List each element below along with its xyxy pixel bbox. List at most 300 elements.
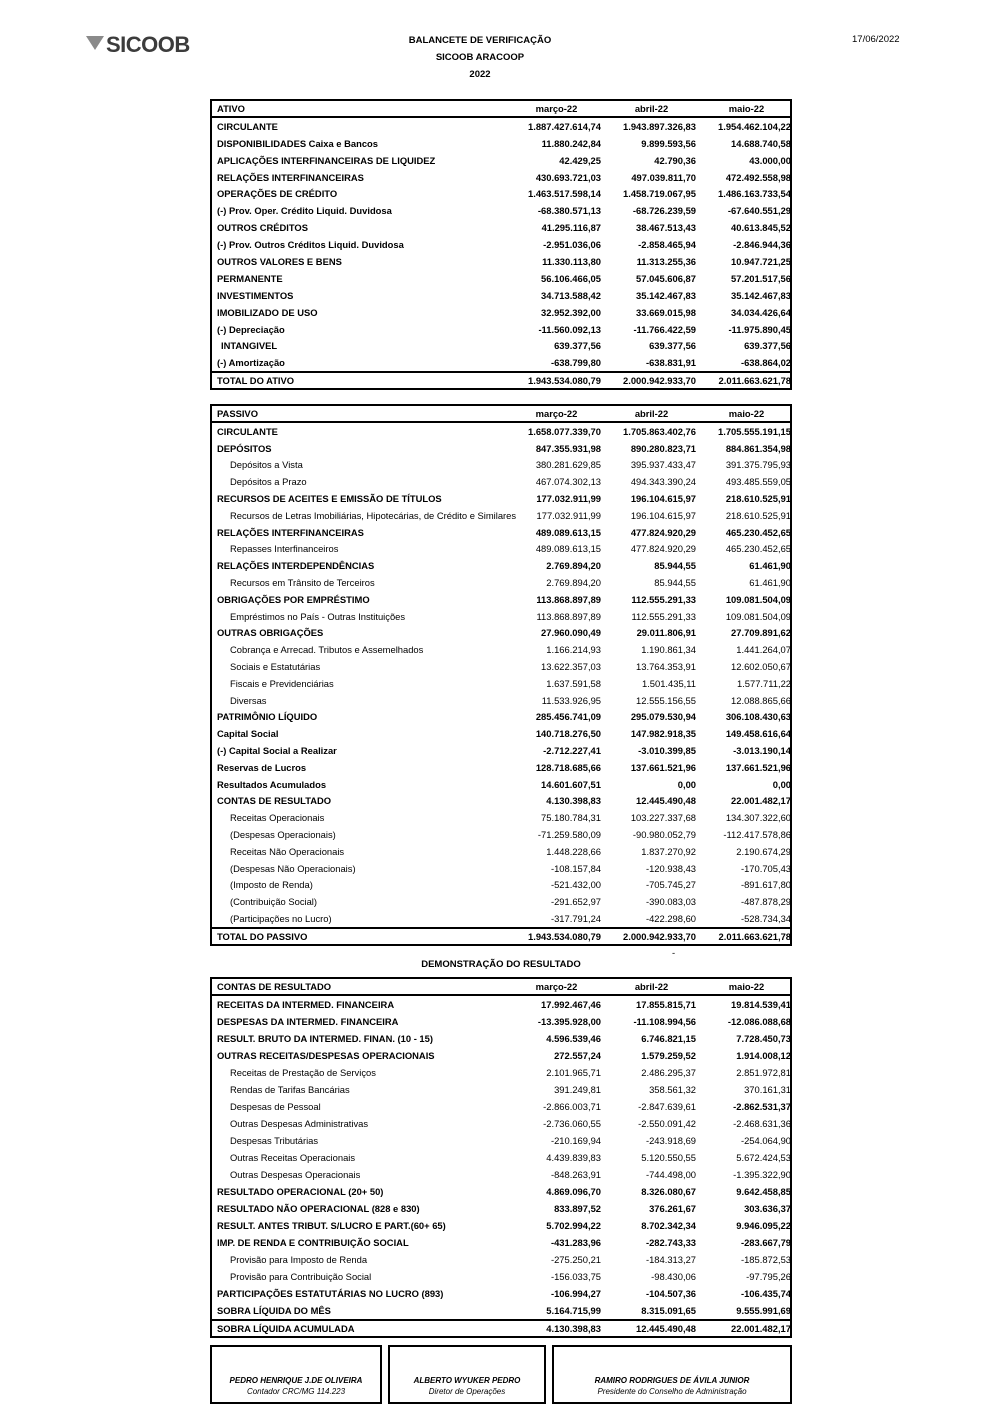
cell-value: 2.000.942.933,70 <box>623 930 696 942</box>
cell-value: 35.142.467,83 <box>636 289 696 301</box>
cell-value: 489.089.613,15 <box>535 543 601 555</box>
cell-value: 147.982.918,35 <box>630 728 696 740</box>
cell-value: 43.000,00 <box>749 154 791 166</box>
cell-value: 149.458.616,64 <box>725 728 791 740</box>
column-header-maio: maio-22 <box>728 102 765 114</box>
row-label: (-) Capital Social a Realizar <box>217 744 337 756</box>
cell-value: -170.705,43 <box>740 862 791 874</box>
table-row <box>212 893 790 910</box>
cell-value: 890.280.823,71 <box>630 442 696 454</box>
table-row <box>212 1013 790 1030</box>
cell-value: 1.705.555.191,15 <box>718 425 791 437</box>
signature-role: Diretor de Operações <box>428 1386 506 1396</box>
row-label: OUTROS CRÉDITOS <box>217 222 308 234</box>
passivo-total-row <box>212 927 790 944</box>
cell-value: -68.380.571,13 <box>537 205 601 217</box>
table-row <box>212 910 790 927</box>
cell-value: -2.468.631,36 <box>733 1117 791 1129</box>
cell-value: -275.250,21 <box>550 1253 601 1265</box>
row-label: IMP. DE RENDA E CONTRIBUIÇÃO SOCIAL <box>217 1236 409 1248</box>
table-row <box>212 473 790 490</box>
dre-header-label: CONTAS DE RESULTADO <box>217 980 332 992</box>
report-content <box>210 99 792 1404</box>
cell-value: 1.943.534.080,79 <box>528 375 601 387</box>
row-label: Depósitos a Vista <box>230 459 303 471</box>
row-label: RESULTADO NÃO OPERACIONAL (828 e 830) <box>217 1202 420 1214</box>
cell-value: 34.034.426,64 <box>731 306 791 318</box>
cell-value: -112.417.578,86 <box>723 828 791 840</box>
cell-value: 61.461,90 <box>749 577 791 588</box>
row-label: PATRIMÔNIO LÍQUIDO <box>217 711 318 723</box>
cell-value: 196.104.615,97 <box>630 493 696 505</box>
table-row <box>212 725 790 742</box>
cell-value: 12.088.865,66 <box>731 694 791 706</box>
cell-value: 113.868.897,89 <box>536 610 601 622</box>
cell-value: -317.791,24 <box>550 912 601 924</box>
row-label: Outras Receitas Operacionais <box>230 1151 356 1163</box>
row-label: RELAÇÕES INTERFINANCEIRAS <box>217 526 364 538</box>
table-row <box>212 118 790 135</box>
dre-table-body <box>212 996 790 1319</box>
signature-name: RAMIRO RODRIGUES DE ÁVILA JUNIOR <box>594 1375 750 1385</box>
row-label: SOBRA LÍQUIDA ACUMULADA <box>217 1322 355 1334</box>
row-label: Resultados Acumulados <box>217 778 327 790</box>
row-label: PARTICIPAÇÕES ESTATUTÁRIAS NO LUCRO (893) <box>217 1287 444 1299</box>
cell-value: 1.190.861,34 <box>641 644 696 656</box>
cell-value: 9.555.991,69 <box>736 1304 791 1316</box>
table-row <box>212 287 790 304</box>
signature-name: ALBERTO WYUKER PEDRO <box>413 1375 521 1385</box>
row-label: OBRIGAÇÕES POR EMPRÉSTIMO <box>217 593 370 605</box>
cell-value: 272.557,24 <box>554 1049 601 1061</box>
table-row <box>212 742 790 759</box>
passivo-header-label: PASSIVO <box>217 408 258 420</box>
cell-value: 2.486.295,37 <box>641 1066 696 1078</box>
cell-value: 177.032.911,99 <box>536 493 601 505</box>
dre-total-row <box>212 1319 790 1336</box>
table-row <box>212 354 790 371</box>
column-header-abril: abril-22 <box>634 102 669 114</box>
cell-value: 61.461,90 <box>749 560 791 572</box>
cell-value: 12.555.156,55 <box>636 694 696 706</box>
cell-value: 11.313.255,36 <box>636 255 696 267</box>
cell-value: 2.769.894,20 <box>546 577 601 588</box>
cell-value: 833.897,52 <box>554 1202 601 1214</box>
row-label: (Contribuição Social) <box>230 896 318 908</box>
cell-value: 7.728.450,73 <box>736 1032 791 1044</box>
cell-value: -1.395.322,90 <box>733 1168 791 1180</box>
dre-table <box>210 977 792 1338</box>
cell-value: -104.507,36 <box>645 1287 696 1299</box>
cell-value: 42.790,36 <box>654 154 696 166</box>
cell-value: 1.914.008,12 <box>736 1049 791 1061</box>
cell-value: -2.712.227,41 <box>543 744 601 756</box>
cell-value: 884.861.354,98 <box>725 442 791 454</box>
cell-value: 380.281.629,85 <box>535 459 601 471</box>
cell-value: -422.298,60 <box>645 912 696 924</box>
cell-value: 472.492.558,98 <box>725 171 791 183</box>
ativo-table <box>210 99 792 390</box>
cell-value: 2.851.972,81 <box>736 1066 791 1078</box>
cell-value: 847.355.931,98 <box>535 442 601 454</box>
table-row <box>212 625 790 642</box>
row-label: INTANGIVEL <box>221 340 278 352</box>
cell-value: 4.130.398,83 <box>546 1322 601 1334</box>
table-row <box>212 1268 790 1285</box>
row-label: Receitas Operacionais <box>230 812 325 824</box>
row-label: OUTROS VALORES E BENS <box>217 255 342 267</box>
table-row <box>212 1149 790 1166</box>
cell-value: 1.637.591,58 <box>546 677 601 689</box>
cell-value: 4.869.096,70 <box>546 1185 601 1197</box>
sicoob-logo-text: SICOOB <box>106 32 190 57</box>
cell-value: 14.688.740,58 <box>731 137 791 149</box>
table-row <box>212 202 790 219</box>
cell-value: 489.089.613,15 <box>535 526 601 538</box>
row-label: (Participações no Lucro) <box>230 912 332 924</box>
cell-value: -891.617,80 <box>740 879 791 891</box>
row-label: Capital Social <box>217 728 279 740</box>
row-label: Receitas de Prestação de Serviços <box>230 1066 376 1078</box>
cell-value: -13.395.928,00 <box>537 1015 601 1027</box>
cell-value: 5.120.550,55 <box>641 1151 696 1163</box>
row-label: RECURSOS DE ACEITES E EMISSÃO DE TÍTULOS <box>217 493 442 505</box>
cell-value: 177.032.911,99 <box>536 509 601 521</box>
cell-value: 2.011.663.621,78 <box>718 375 791 387</box>
row-label: Receitas Não Operacionais <box>230 845 345 857</box>
row-label: DESPESAS DA INTERMED. FINANCEIRA <box>217 1015 399 1027</box>
cell-value: 467.074.302,13 <box>535 476 601 488</box>
row-label: Provisão para Contribuição Social <box>230 1270 372 1282</box>
table-row <box>212 1183 790 1200</box>
passivo-table <box>210 404 792 946</box>
table-row <box>212 1285 790 1302</box>
cell-value: 137.661.521,96 <box>630 761 696 773</box>
table-row <box>212 152 790 169</box>
cell-value: -71.259.580,09 <box>537 828 601 840</box>
table-row <box>212 792 790 809</box>
cell-value: 109.081.504,09 <box>725 610 791 622</box>
passivo-table-body <box>212 423 790 927</box>
row-label: Provisão para Imposto de Renda <box>230 1253 368 1265</box>
cell-value: 5.672.424,53 <box>736 1151 791 1163</box>
cell-value: 8.326.080,67 <box>641 1185 696 1197</box>
cell-value: 430.693.721,03 <box>535 171 601 183</box>
cell-value: 477.824.920,29 <box>630 543 696 555</box>
cell-value: 4.130.398,83 <box>546 795 601 807</box>
table-row <box>212 641 790 658</box>
table-row <box>212 658 790 675</box>
cell-value: -2.862.531,37 <box>733 1100 791 1112</box>
cell-value: -97.795,26 <box>746 1270 791 1282</box>
cell-value: -431.283,96 <box>550 1236 601 1248</box>
cell-value: 1.705.863.402,76 <box>623 425 696 437</box>
cell-value: 497.039.811,70 <box>631 171 696 183</box>
row-label: TOTAL DO ATIVO <box>217 375 295 387</box>
row-label: RECEITAS DA INTERMED. FINANCEIRA <box>217 998 395 1010</box>
table-row <box>212 253 790 270</box>
cell-value: 11.533.926,95 <box>541 694 601 706</box>
signature-box-contador <box>210 1345 382 1404</box>
row-label: CONTAS DE RESULTADO <box>217 795 332 807</box>
column-header-marco: março-22 <box>535 408 578 420</box>
row-label: Diversas <box>230 694 267 706</box>
table-row <box>212 557 790 574</box>
cell-value: 465.230.452,65 <box>725 526 791 538</box>
cell-value: 391.249,81 <box>554 1083 601 1095</box>
report-subtitle: SICOOB ARACOOP <box>435 52 525 63</box>
cell-value: 2.000.942.933,70 <box>623 375 696 387</box>
cell-value: -68.726.239,59 <box>632 205 696 217</box>
cell-value: 33.669.015,98 <box>636 306 696 318</box>
cell-value: 1.448.228,66 <box>546 845 601 857</box>
cell-value: 113.868.897,89 <box>536 593 601 605</box>
cell-value: 12.445.490,48 <box>636 1322 696 1334</box>
cell-value: 639.377,56 <box>744 340 791 352</box>
cell-value: 370.161,31 <box>744 1083 791 1095</box>
table-row <box>212 1166 790 1183</box>
cell-value: 38.467.513,43 <box>636 222 696 234</box>
cell-value: 109.081.504,09 <box>725 593 791 605</box>
passivo-header-row <box>212 406 790 423</box>
column-header-marco: março-22 <box>535 102 578 114</box>
row-label: Reservas de Lucros <box>217 761 307 773</box>
cell-value: 34.713.588,42 <box>541 289 601 301</box>
row-label: (Despesas Operacionais) <box>230 828 336 840</box>
cell-value: 137.661.521,96 <box>725 761 791 773</box>
row-label: Depósitos a Prazo <box>230 476 307 488</box>
cell-value: -528.734,34 <box>740 912 791 924</box>
cell-value: 103.227.337,68 <box>630 812 696 824</box>
cell-value: -638.799,80 <box>550 357 601 369</box>
table-row <box>212 809 790 826</box>
table-row <box>212 219 790 236</box>
row-label: (Despesas Não Operacionais) <box>230 862 356 874</box>
cell-value: 306.108.430,63 <box>725 711 791 723</box>
table-row <box>212 423 790 440</box>
cell-value: 1.579.259,52 <box>641 1049 696 1061</box>
cell-value: -3.010.399,85 <box>638 744 696 756</box>
row-label: Repasses Interfinanceiros <box>230 543 339 555</box>
cell-value: -254.064,90 <box>740 1134 791 1146</box>
cell-value: 22.001.482,17 <box>731 795 791 807</box>
row-label: OUTRAS OBRIGAÇÕES <box>217 627 324 639</box>
cell-value: 1.658.077.339,70 <box>528 425 601 437</box>
table-row <box>212 1251 790 1268</box>
row-label: OPERAÇÕES DE CRÉDITO <box>217 188 338 200</box>
cell-value: 493.485.559,05 <box>725 476 791 488</box>
row-label: Empréstimos no País - Outras Instituições <box>230 610 406 622</box>
cell-value: 13.622.357,03 <box>541 660 601 672</box>
table-row <box>212 860 790 877</box>
cell-value: 494.343.390,24 <box>630 476 696 488</box>
table-row <box>212 876 790 893</box>
row-label: Recursos em Trânsito de Terceiros <box>230 577 375 588</box>
row-label: RESULT. BRUTO DA INTERMED. FINAN. (10 - 15) <box>217 1032 433 1044</box>
table-row <box>212 675 790 692</box>
cell-value: -106.994,27 <box>550 1287 601 1299</box>
report-title-block <box>0 32 960 83</box>
cell-value: -11.975.890,45 <box>728 323 791 335</box>
cell-value: 1.458.719.067,95 <box>623 188 696 200</box>
cell-value: 12.602.050,67 <box>731 660 791 672</box>
table-row <box>212 1047 790 1064</box>
cell-value: 9.899.593,56 <box>641 137 696 149</box>
cell-value: -2.846.944,36 <box>733 239 791 251</box>
table-row <box>212 574 790 591</box>
row-label: Despesas de Pessoal <box>230 1100 321 1112</box>
cell-value: 465.230.452,65 <box>725 543 791 555</box>
cell-value: 2.101.965,71 <box>546 1066 601 1078</box>
row-label: IMOBILIZADO DE USO <box>217 306 318 318</box>
table-row <box>212 541 790 558</box>
row-label: PERMANENTE <box>217 272 283 284</box>
table-row <box>212 135 790 152</box>
cell-value: -185.872,53 <box>740 1253 791 1265</box>
column-header-maio: maio-22 <box>728 408 765 420</box>
cell-value: 1.954.462.104,22 <box>718 120 791 132</box>
table-row <box>212 1081 790 1098</box>
row-label: RELAÇÕES INTERDEPENDÊNCIAS <box>217 560 375 572</box>
cell-value: -3.013.190,14 <box>733 744 791 756</box>
cell-value: 57.201.517,56 <box>731 272 791 284</box>
row-label: DEPÓSITOS <box>217 442 272 454</box>
report-year: 2022 <box>469 69 491 80</box>
cell-value: -243.918,69 <box>645 1134 696 1146</box>
cell-value: 56.106.466,05 <box>541 272 601 284</box>
cell-value: -210.169,94 <box>550 1134 601 1146</box>
cell-value: 2.011.663.621,78 <box>718 930 791 942</box>
cell-value: 10.947.721,25 <box>731 255 791 267</box>
table-row <box>212 1234 790 1251</box>
cell-value: 285.456.741,09 <box>535 711 601 723</box>
cell-value: 358.561,32 <box>649 1083 696 1095</box>
cell-value: 1.463.517.598,14 <box>528 188 601 200</box>
section-separator <box>210 946 792 977</box>
table-row <box>212 996 790 1013</box>
separator-dash: - <box>672 946 676 958</box>
signature-name: PEDRO HENRIQUE J.DE OLIVEIRA <box>229 1375 363 1385</box>
dre-title: DEMONSTRAÇÃO DO RESULTADO <box>421 958 581 970</box>
cell-value: -108.157,84 <box>550 862 601 874</box>
table-row <box>212 826 790 843</box>
cell-value: 11.880.242,84 <box>541 137 601 149</box>
cell-value: -106.435,74 <box>740 1287 791 1299</box>
cell-value: 134.307.322,60 <box>725 812 791 824</box>
cell-value: 295.079.530,94 <box>630 711 696 723</box>
table-row <box>212 440 790 457</box>
row-label: (-) Depreciação <box>217 323 285 335</box>
row-label: Sociais e Estatutárias <box>230 660 321 672</box>
table-row <box>212 169 790 186</box>
signature-role: Presidente do Conselho de Administração <box>597 1386 747 1396</box>
cell-value: 639.377,56 <box>554 340 601 352</box>
cell-value: -282.743,33 <box>645 1236 696 1248</box>
cell-value: 1.166.214,93 <box>546 644 601 656</box>
table-row <box>212 759 790 776</box>
signature-section <box>210 1345 792 1404</box>
cell-value: -291.652,97 <box>550 896 601 908</box>
cell-value: 128.718.685,66 <box>535 761 601 773</box>
table-row <box>212 1098 790 1115</box>
cell-value: -2.736.060,55 <box>543 1117 601 1129</box>
cell-value: 13.764.353,91 <box>636 660 696 672</box>
cell-value: -12.086.088,68 <box>727 1015 791 1027</box>
cell-value: -11.108.994,56 <box>633 1015 696 1027</box>
cell-value: 29.011.806,91 <box>636 627 696 639</box>
cell-value: 376.261,67 <box>649 1202 696 1214</box>
cell-value: 32.952.392,00 <box>541 306 601 318</box>
cell-value: -67.640.551,29 <box>727 205 791 217</box>
column-header-abril: abril-22 <box>634 408 669 420</box>
cell-value: 2.769.894,20 <box>546 560 601 572</box>
cell-value: -90.980.052,79 <box>632 828 696 840</box>
cell-value: -521.432,00 <box>550 879 601 891</box>
cell-value: 395.937.433,47 <box>630 459 696 471</box>
cell-value: 218.610.525,91 <box>725 493 791 505</box>
cell-value: 17.855.815,71 <box>636 998 696 1010</box>
cell-value: -184.313,27 <box>645 1253 696 1265</box>
cell-value: 4.439.839,83 <box>546 1151 601 1163</box>
table-row <box>212 708 790 725</box>
cell-value: 1.577.711,22 <box>736 677 791 689</box>
cell-value: 1.486.163.733,54 <box>718 188 791 200</box>
cell-value: -848.263,91 <box>550 1168 601 1180</box>
row-label: CIRCULANTE <box>217 120 278 132</box>
ativo-header-label: ATIVO <box>217 102 245 114</box>
cell-value: 0,00 <box>772 778 791 790</box>
row-label: CIRCULANTE <box>217 425 278 437</box>
cell-value: -2.866.003,71 <box>543 1100 601 1112</box>
row-label: SOBRA LÍQUIDA DO MÊS <box>217 1304 331 1316</box>
cell-value: -2.550.091,42 <box>638 1117 696 1129</box>
cell-value: 40.613.845,52 <box>731 222 791 234</box>
cell-value: 14.601.607,51 <box>541 778 601 790</box>
table-row <box>212 1302 790 1319</box>
cell-value: 0,00 <box>677 778 696 790</box>
table-row <box>212 591 790 608</box>
cell-value: -11.560.092,13 <box>538 323 601 335</box>
ativo-header-row <box>212 101 790 118</box>
row-label: (-) Amortização <box>217 357 285 369</box>
cell-value: -638.831,91 <box>645 357 696 369</box>
table-row <box>212 507 790 524</box>
cell-value: 140.718.276,50 <box>535 728 601 740</box>
ativo-total-row <box>212 371 790 388</box>
row-label: Outras Despesas Operacionais <box>230 1168 361 1180</box>
cell-value: -156.033,75 <box>550 1270 601 1282</box>
table-row <box>212 304 790 321</box>
table-row <box>212 1115 790 1132</box>
cell-value: 639.377,56 <box>649 340 696 352</box>
cell-value: 22.001.482,17 <box>731 1322 791 1334</box>
row-label: Rendas de Tarifas Bancárias <box>230 1083 350 1095</box>
cell-value: 41.295.116,87 <box>541 222 601 234</box>
row-label: TOTAL DO PASSIVO <box>217 930 308 942</box>
table-row <box>212 457 790 474</box>
cell-value: -2.951.036,06 <box>543 239 601 251</box>
row-label: INVESTIMENTOS <box>217 289 294 301</box>
row-label: (-) Prov. Outros Créditos Liquid. Duvidosa <box>217 239 404 251</box>
ativo-table-body <box>212 118 790 371</box>
table-row <box>212 321 790 338</box>
signature-role: Contador CRC/MG 114.223 <box>246 1386 346 1396</box>
table-row <box>212 776 790 793</box>
cell-value: 218.610.525,91 <box>725 509 791 521</box>
cell-value: -487.878,29 <box>740 896 791 908</box>
table-row <box>212 185 790 202</box>
table-row <box>212 1200 790 1217</box>
